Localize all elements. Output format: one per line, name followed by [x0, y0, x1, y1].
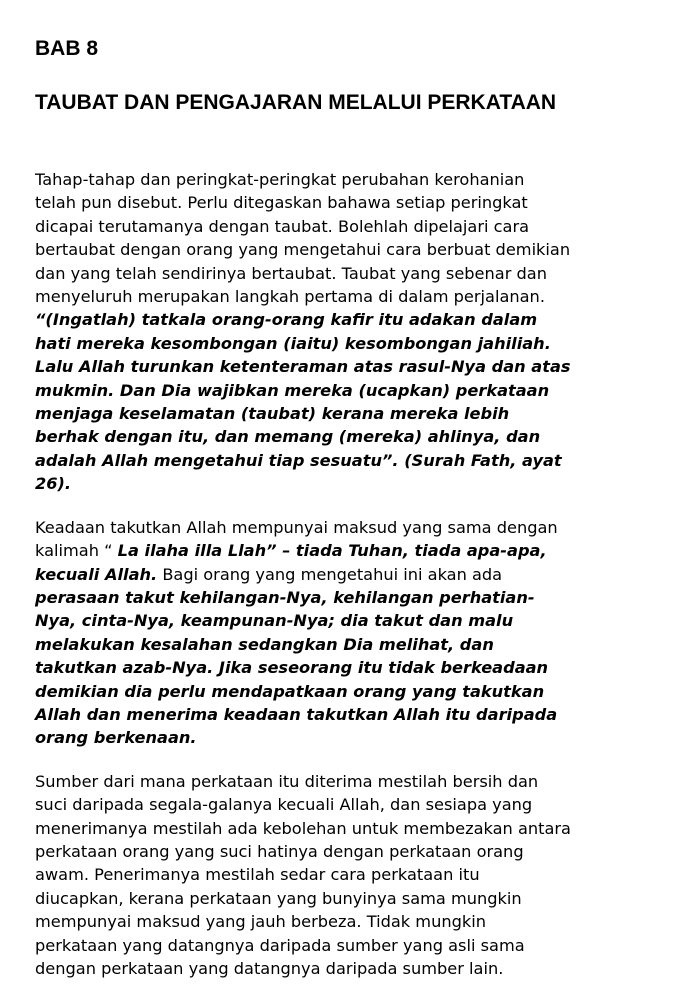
text-line: [35, 262, 665, 285]
text-line: [35, 379, 665, 402]
text-line: [35, 238, 665, 261]
body-text: Tahap-tahap dan peringkat-peringkat perubahan kerohanian: [35, 170, 525, 189]
text-line: [35, 472, 665, 495]
body-paragraph-2: [35, 516, 665, 750]
body-text: suci daripada segala-galanya kecuali Allah, dan sesiapa yang: [35, 795, 533, 815]
emphasized-text: menjaga keselamatan (taubat) kerana mereka lebih: [35, 404, 510, 424]
emphasized-text: hati mereka kesombongan (iaitu) kesombongan jahiliah.: [35, 333, 551, 353]
emphasized-text: “(Ingatlah) tatkala orang-orang kafir itu adakan dalam: [35, 310, 538, 330]
text-line: [35, 910, 665, 933]
chapter-title: TAUBAT DAN PENGAJARAN MELALUI PERKATAAN: [35, 91, 557, 114]
text-line: [35, 516, 665, 539]
body-text: kalimah “: [35, 541, 118, 561]
text-line: [35, 586, 665, 609]
text-line: [35, 770, 665, 793]
emphasized-text: kecuali Allah.: [35, 564, 158, 584]
emphasized-text: Allah dan menerima keadaan takutkan Allah itu daripada: [35, 704, 558, 724]
text-line: [35, 817, 665, 840]
text-line: [35, 793, 665, 816]
emphasized-text: perasaan takut kehilangan-Nya, kehilangan perhatian-: [35, 587, 535, 607]
emphasized-text: takutkan azab-Nya. Jika seseorang itu tidak berkeadaan: [35, 658, 549, 678]
text-line: [35, 168, 665, 191]
body-text: dan yang telah sendirinya bertaubat. Taubat yang sebenar dan: [35, 263, 547, 283]
text-line: [35, 285, 665, 308]
body-text: menyeluruh merupakan langkah pertama di dalam perjalanan.: [35, 287, 545, 307]
emphasized-text: adalah Allah mengetahui tiap sesuatu”. (Surah Fath, ayat: [35, 450, 562, 470]
text-line: [35, 355, 665, 378]
text-line: [35, 633, 665, 656]
text-line: [35, 656, 665, 679]
body-text: perkataan orang yang suci hatinya dengan perkataan orang: [35, 841, 524, 861]
text-line: [35, 308, 665, 331]
text-line: [35, 215, 665, 238]
text-line: [35, 402, 665, 425]
document-page: [35, 36, 665, 980]
text-line: [35, 332, 665, 355]
text-line: [35, 539, 665, 562]
body-text: Keadaan takutkan Allah mempunyai maksud yang sama dengan: [35, 517, 558, 537]
text-line: [35, 840, 665, 863]
text-line: [35, 191, 665, 214]
emphasized-text: La ilaha illa Llah” – tiada Tuhan, tiada apa-apa,: [117, 541, 547, 561]
text-line: [35, 726, 665, 749]
text-line: [35, 680, 665, 703]
emphasized-text: demikian dia perlu mendapatkaan orang yang takutkan: [35, 681, 545, 701]
body-text: menerimanya mestilah ada kebolehan untuk membezakan antara: [35, 818, 571, 838]
chapter-number: BAB 8: [35, 37, 99, 60]
emphasized-text: mukmin. Dan Dia wajibkan mereka (ucapkan) perkataan: [35, 380, 550, 400]
text-line: [35, 934, 665, 957]
body-text: mempunyai maksud yang jauh berbeza. Tidak mungkin: [35, 912, 486, 932]
body-text: telah pun disebut. Perlu ditegaskan bahawa setiap peringkat: [35, 193, 528, 213]
text-line: [35, 449, 665, 472]
body-text: dengan perkataan yang datangnya daripada sumber lain.: [35, 959, 504, 978]
body-text: perkataan yang datangnya daripada sumber yang asli sama: [35, 935, 525, 955]
text-line: [35, 563, 665, 586]
emphasized-text: orang berkenaan.: [35, 728, 197, 748]
text-line: [35, 703, 665, 726]
body-text: Sumber dari mana perkataan itu diterima mestilah bersih dan: [35, 771, 539, 791]
body-text: bertaubat dengan orang yang mengetahui cara berbuat demikian: [35, 240, 571, 260]
text-line: [35, 957, 665, 980]
body-text: awam. Penerimanya mestilah sedar cara perkataan itu: [35, 865, 480, 885]
body-paragraph-1: [35, 168, 665, 496]
emphasized-text: Lalu Allah turunkan ketenteraman atas rasul-Nya dan atas: [35, 357, 571, 377]
text-line: [35, 887, 665, 910]
body-text: diucapkan, kerana perkataan yang bunyinya sama mungkin: [35, 888, 522, 908]
emphasized-text: 26).: [35, 474, 72, 494]
emphasized-text: melakukan kesalahan sedangkan Dia melihat, dan: [35, 634, 494, 654]
emphasized-text: Nya, cinta-Nya, keampunan-Nya; dia takut dan malu: [35, 611, 514, 631]
body-text: dicapai terutamanya dengan taubat. Bolehlah dipelajari cara: [35, 216, 530, 236]
body-text: Bagi orang yang mengetahui ini akan ada: [157, 564, 503, 584]
text-line: [35, 609, 665, 632]
emphasized-text: berhak dengan itu, dan memang (mereka) ahlinya, dan: [35, 427, 541, 447]
text-line: [35, 863, 665, 886]
text-line: [35, 425, 665, 448]
body-paragraph-3: [35, 770, 665, 981]
